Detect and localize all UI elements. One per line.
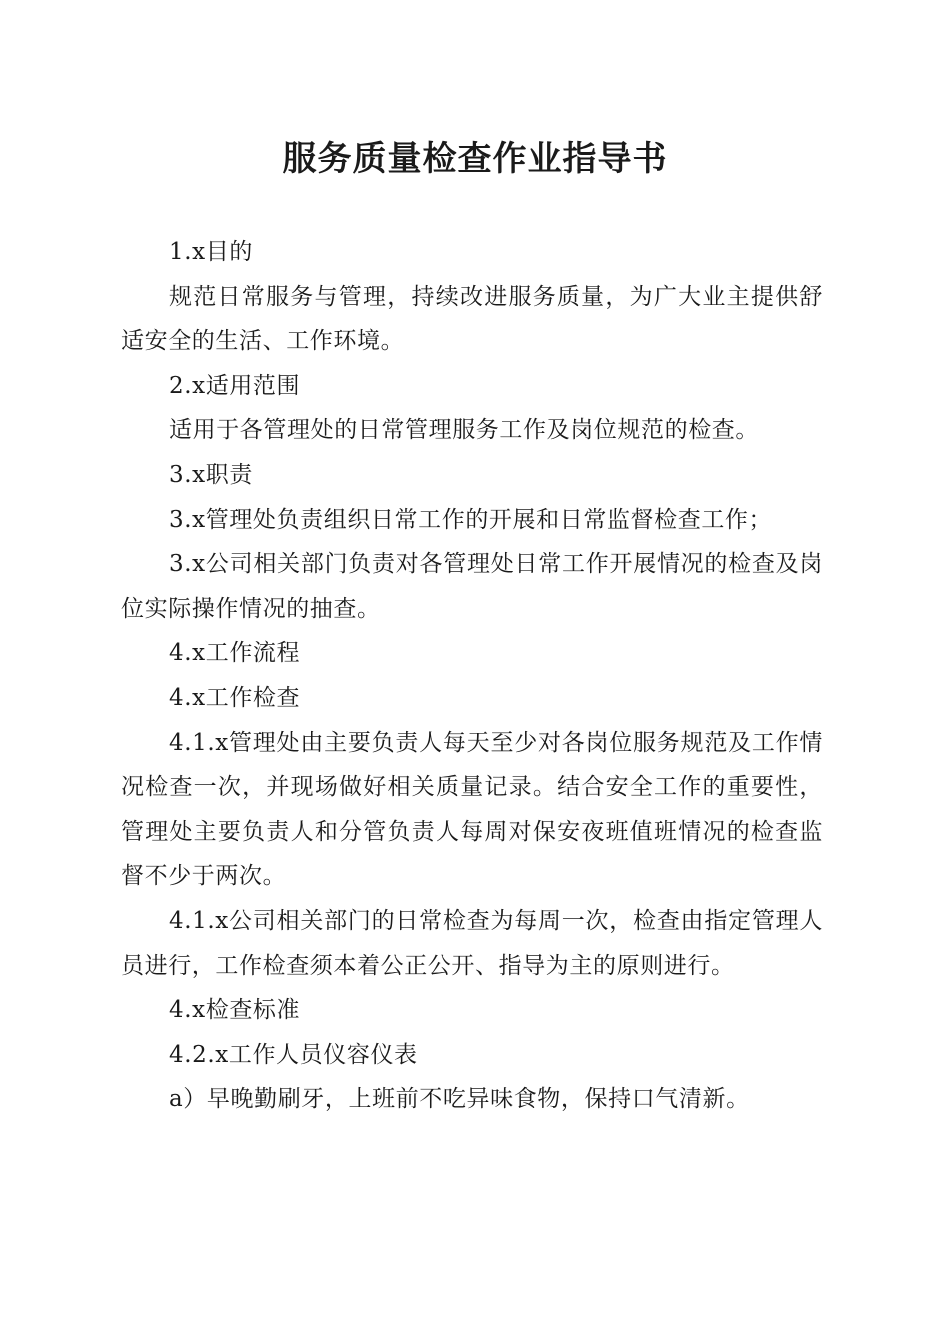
heading-responsibilities: 3.x职责 (169, 461, 253, 488)
heading-work-inspection: 4.x工作检查 (169, 684, 301, 711)
paragraph-scope: 适用于各管理处的日常管理服务工作及岗位规范的检查。 (169, 417, 759, 444)
heading-staff-appearance: 4.2.x工作人员仪容仪表 (169, 1041, 418, 1068)
paragraph-item-a: a）早晚勤刷牙，上班前不吃异味食物，保持口气清新。 (169, 1086, 750, 1113)
heading-scope: 2.x适用范围 (169, 372, 301, 399)
heading-workflow: 4.x工作流程 (169, 640, 301, 667)
heading-purpose: 1.x目的 (169, 239, 253, 265)
heading-inspection-standards: 4.x检查标准 (169, 997, 301, 1024)
document-body (121, 230, 823, 1122)
paragraph-inspection-1: 4.1.x管理处由主要负责人每天至少对各岗位服务规范及工作情况检查一次，并现场做好相关质量记录。结合安全工作的重要性，管理处主要负责人和分管负责人每周对保安夜班值班情况的检查监督不少于两次。 (121, 729, 823, 890)
paragraph-purpose: 规范日常服务与管理，持续改进服务质量，为广大业主提供舒适安全的生活、工作环境。 (121, 283, 823, 355)
paragraph-responsibility-2: 3.x公司相关部门负责对各管理处日常工作开展情况的检查及岗位实际操作情况的抽查。 (121, 551, 823, 622)
paragraph-responsibility-1: 3.x管理处负责组织日常工作的开展和日常监督检查工作； (169, 506, 773, 533)
paragraph-inspection-2: 4.1.x公司相关部门的日常检查为每周一次，检查由指定管理人员进行，工作检查须本着公正公开、指导为主的原则进行。 (121, 907, 823, 979)
document-title: 服务质量检查作业指导书 (282, 139, 668, 179)
